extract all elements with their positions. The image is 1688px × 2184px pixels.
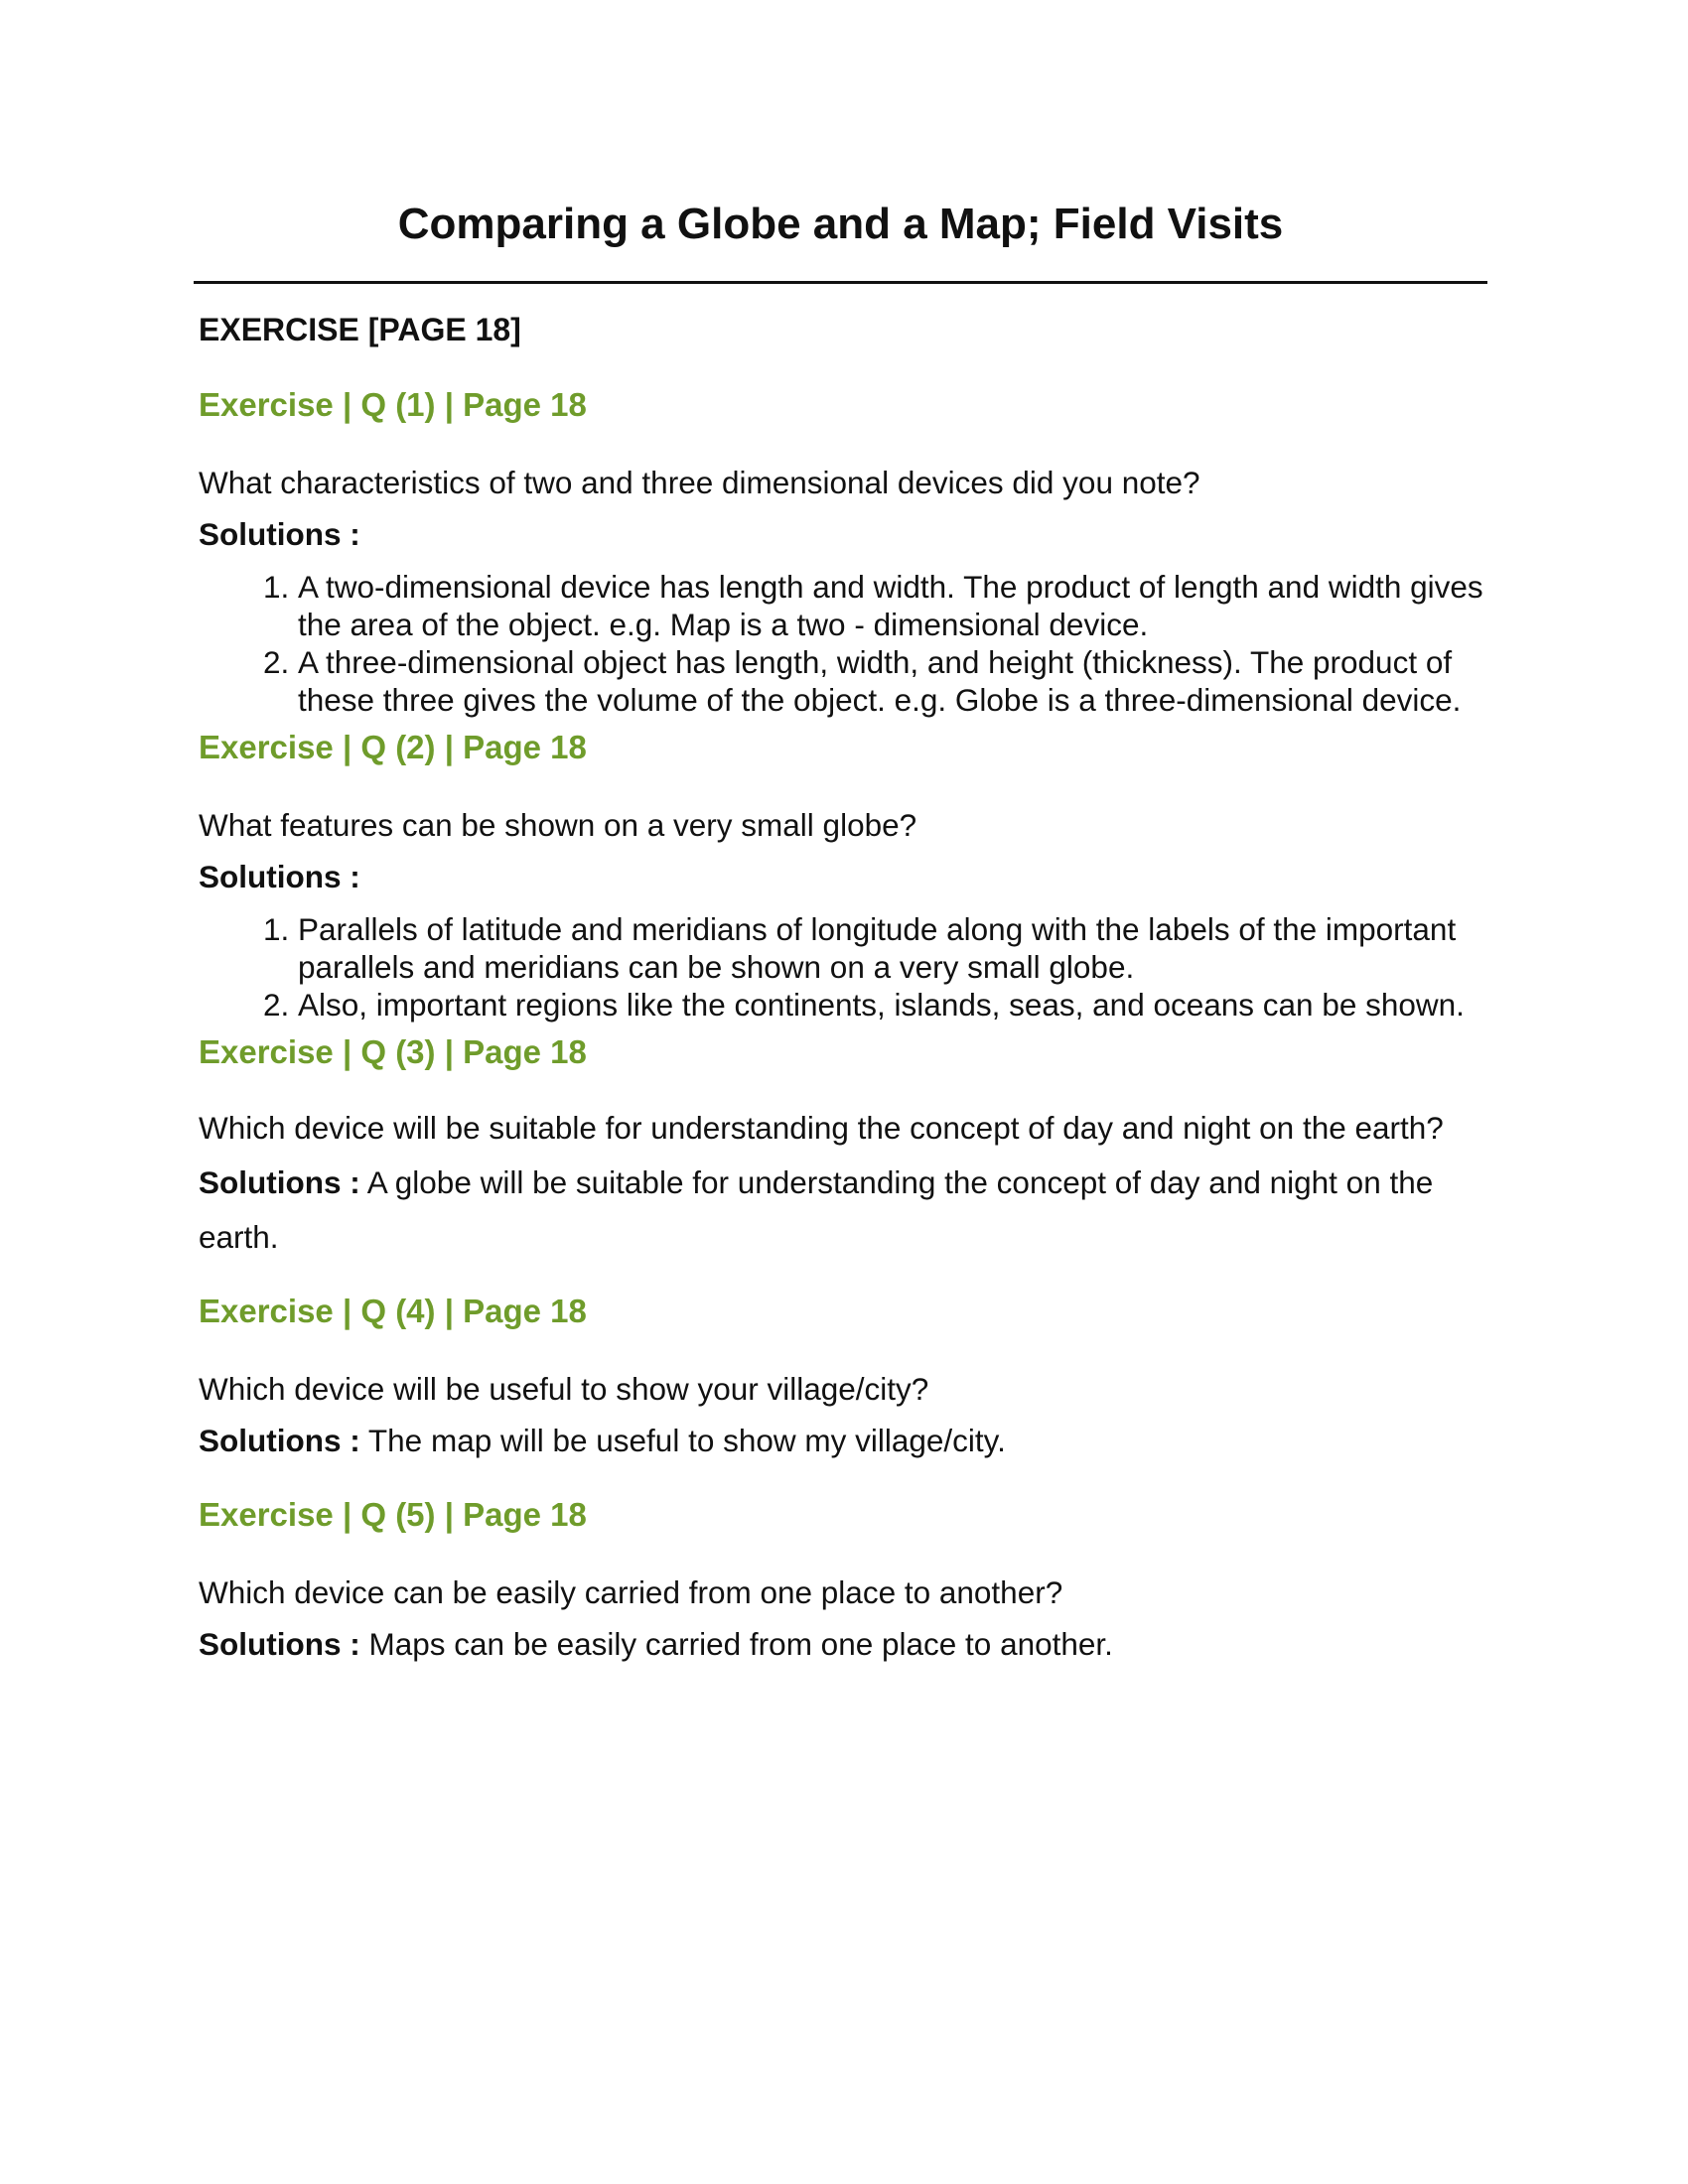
solution-item: 1. Parallels of latitude and meridians of longitude along with the labels of the important parallels and meridians can be shown on a very small globe.: [298, 910, 1489, 986]
solution-text: A globe will be suitable for understanding the concept of day and night on the earth.: [199, 1164, 1434, 1255]
question-block-5: [199, 1486, 1489, 1672]
question-heading: Exercise | Q (3) | Page 18: [199, 1033, 587, 1070]
solutions-label: Solutions :: [199, 859, 360, 894]
solutions-list: [199, 568, 1489, 719]
solutions-header: [199, 850, 1489, 904]
question-block-2: [199, 719, 1489, 1024]
document-body: [199, 298, 1489, 1672]
solutions-label: Solutions :: [199, 1423, 360, 1458]
question-heading: Exercise | Q (1) | Page 18: [199, 386, 587, 423]
question-block-1: [199, 376, 1489, 719]
question-text: Which device will be suitable for understanding the concept of day and night on the earth?: [199, 1110, 1444, 1146]
question-block-4: [199, 1283, 1489, 1468]
question-block-3: [199, 1024, 1489, 1265]
question-text: What features can be shown on a very small globe?: [199, 807, 917, 843]
question-heading: Exercise | Q (5) | Page 18: [199, 1496, 587, 1533]
solution-text: The map will be useful to show my village/city.: [367, 1423, 1006, 1458]
solutions-label: Solutions :: [199, 1626, 360, 1662]
solutions-label: Solutions :: [199, 1164, 360, 1200]
question-heading: Exercise | Q (4) | Page 18: [199, 1293, 587, 1329]
solutions-label: Solutions :: [199, 516, 360, 552]
question-text: Which device will be useful to show your village/city?: [199, 1371, 929, 1407]
solution-item: 1. A two-dimensional device has length and width. The product of length and width gives the area of the object. e.g. Map is a two - dimensional device.: [298, 568, 1489, 643]
solution-answer: [199, 1156, 1489, 1265]
solution-answer: [199, 1414, 1489, 1468]
solution-item: 2. A three-dimensional object has length, width, and height (thickness). The product of these three gives the volume of the object. e.g. Globe is a three-dimensional device.: [298, 643, 1489, 719]
solution-item: 2. Also, important regions like the continents, islands, seas, and oceans can be shown.: [298, 986, 1489, 1024]
solution-answer: [199, 1617, 1489, 1672]
question-text: Which device can be easily carried from one place to another?: [199, 1574, 1063, 1610]
question-heading: Exercise | Q (2) | Page 18: [199, 729, 587, 765]
solution-text: Maps can be easily carried from one place to another.: [368, 1626, 1113, 1662]
solutions-list: [199, 910, 1489, 1024]
page-title: Comparing a Globe and a Map; Field Visits: [397, 200, 1284, 248]
section-heading: EXERCISE [PAGE 18]: [199, 312, 521, 347]
title-divider: [194, 281, 1487, 284]
question-text: What characteristics of two and three dimensional devices did you note?: [199, 465, 1200, 500]
solutions-header: [199, 507, 1489, 562]
